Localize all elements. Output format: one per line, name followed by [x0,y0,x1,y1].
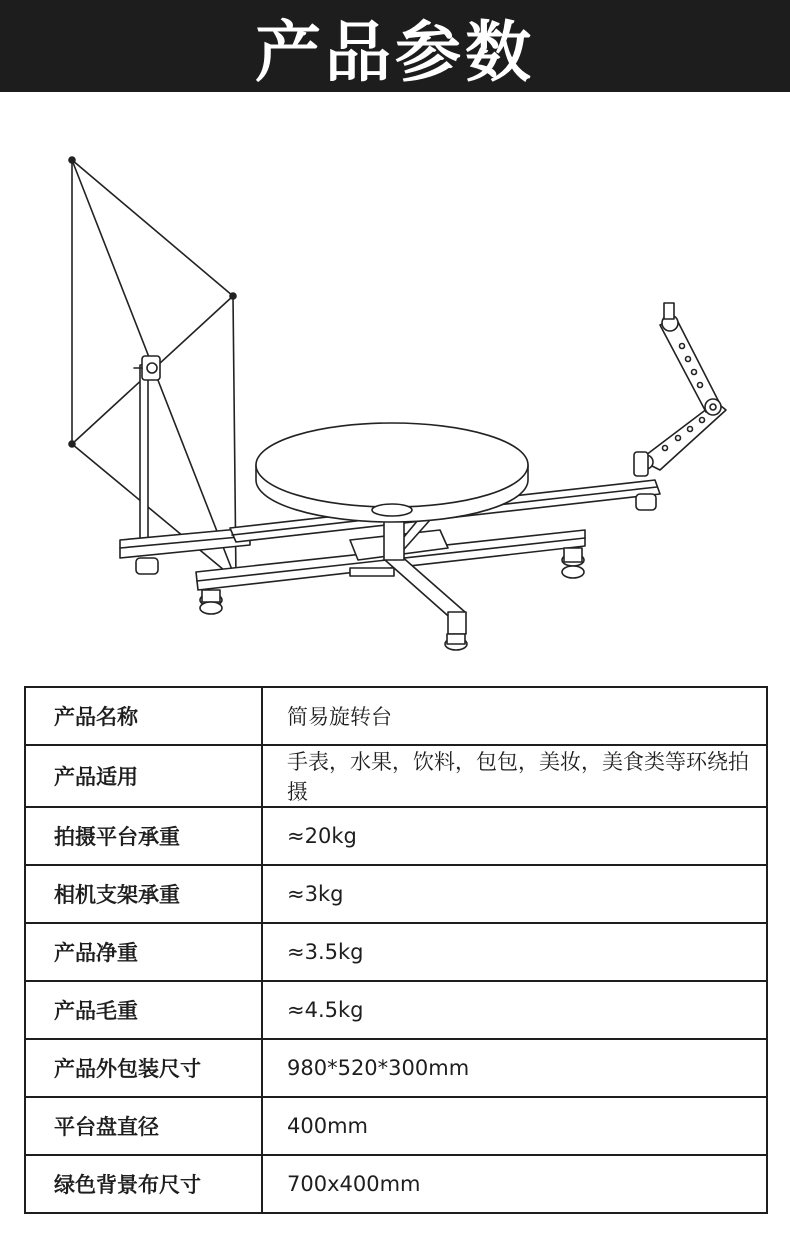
spec-label: 产品名称 [25,687,262,745]
table-row [25,1097,767,1155]
turntable-disc [256,423,528,522]
spec-label: 产品适用 [25,745,262,807]
spec-label: 相机支架承重 [25,865,262,923]
spec-value: ≈3.5kg [262,923,767,981]
turntable-line-drawing [0,110,790,670]
page-title: 产品参数 [255,13,535,91]
table-row [25,923,767,981]
spec-label: 产品净重 [25,923,262,981]
center-base [350,520,467,650]
spec-value: ≈4.5kg [262,981,767,1039]
spec-value: 手表，水果，饮料，包包，美妆，美食类等环绕拍摄 [262,745,767,807]
spec-value: 700x400mm [262,1155,767,1213]
table-row [25,865,767,923]
spec-label: 产品毛重 [25,981,262,1039]
page-header [0,0,790,92]
table-row [25,745,767,807]
spec-value: 980*520*300mm [262,1039,767,1097]
table-row [25,807,767,865]
table-row [25,1039,767,1097]
spec-value: ≈3kg [262,865,767,923]
spec-value: ≈20kg [262,807,767,865]
spec-table [24,686,768,1214]
table-row [25,687,767,745]
table-row [25,1155,767,1213]
camera-arm [634,303,726,476]
spec-label: 拍摄平台承重 [25,807,262,865]
spec-label: 产品外包装尺寸 [25,1039,262,1097]
spec-label: 平台盘直径 [25,1097,262,1155]
spec-label: 绿色背景布尺寸 [25,1155,262,1213]
spec-value: 简易旋转台 [262,687,767,745]
spec-value: 400mm [262,1097,767,1155]
table-row [25,981,767,1039]
